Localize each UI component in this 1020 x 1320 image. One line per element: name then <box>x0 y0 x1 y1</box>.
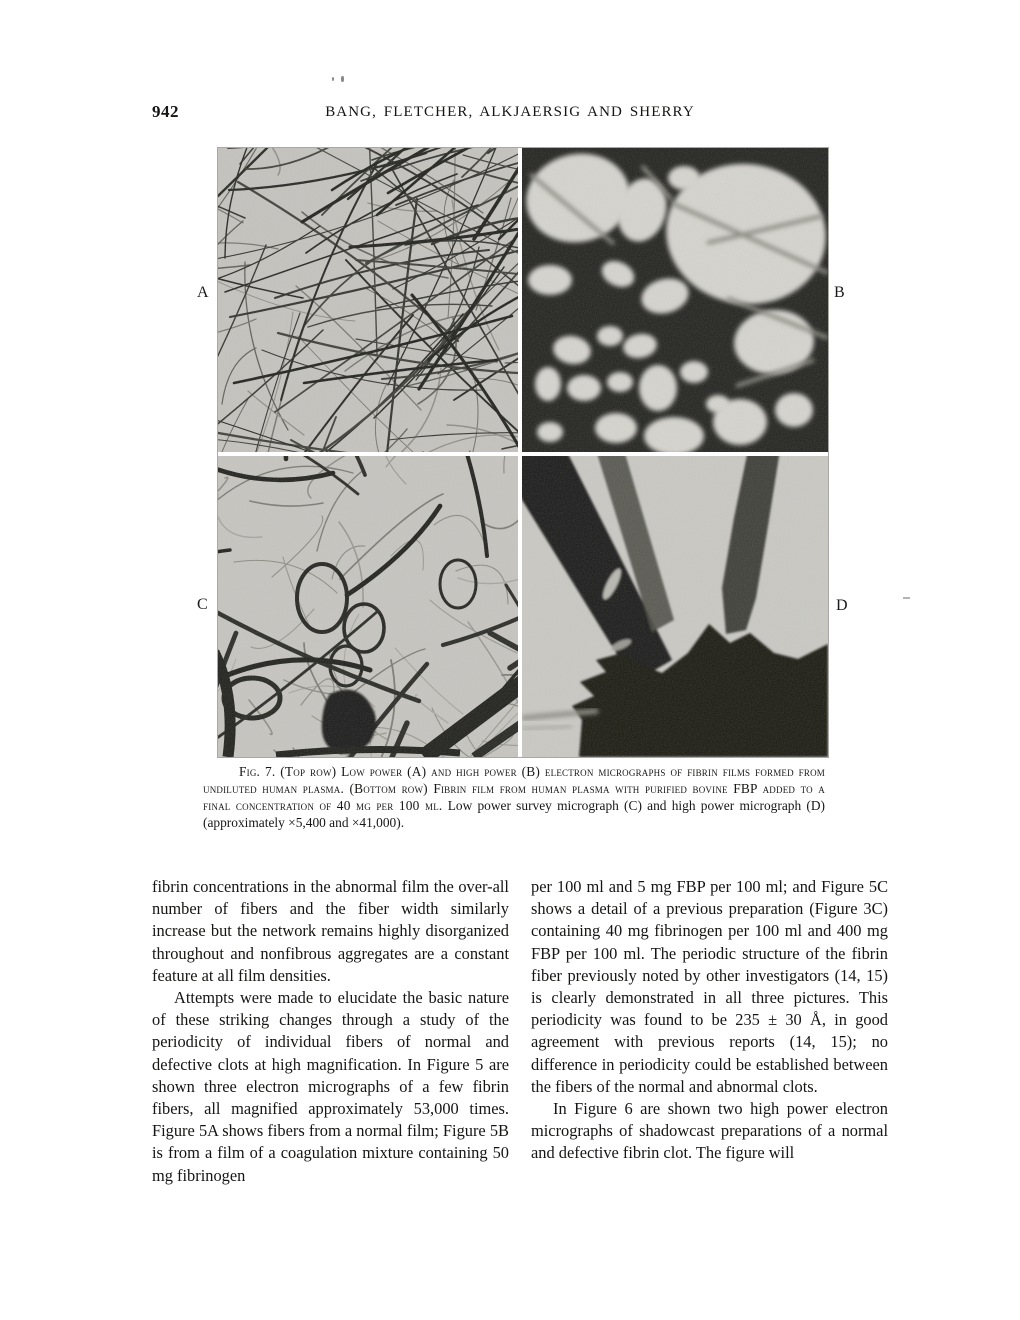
paragraph: per 100 ml and 5 mg FBP per 100 ml; and Figure 5C shows a detail of a previous preparation (Figure 3C) containing 40 mg fibrinogen per 100 ml and 400 mg FBP per 100 ml. The periodic structure of the fibrin fiber previously noted by other investigators (14, 15) is clearly demonstrated in all three pictures. This periodicity was found to be 235 ± 30 Å, in good agreement with previous reports (14, 15); no difference in periodicity could be established between the fibers of the normal and abnormal clots. <box>531 877 888 1096</box>
panel-label-c: C <box>197 596 208 613</box>
paragraph: fibrin concentrations in the abnormal film the over-all number of fibers and the fiber width similarly increase but the network remains highly disorganized throughout and nonfibrous aggregates are a constant feature at all film densities. <box>152 877 509 985</box>
print-speck <box>332 77 334 81</box>
print-speck <box>341 76 344 82</box>
figure-caption <box>203 763 825 831</box>
left-column <box>152 876 509 1187</box>
micrograph-panel-b <box>522 148 828 452</box>
paragraph: Attempts were made to elucidate the basic nature of these striking changes through a study of the periodicity of individual fibers of normal and defective clots at high magnification. In Figure 5 are shown three electron micrographs of a few fibrin fibers, all magnified approximately 53,000 times. Figure 5A shows fibers from a normal film; Figure 5B is from a film of a coagulation mixture containing 50 mg fibrinogen <box>152 988 509 1185</box>
body-text <box>152 876 888 1187</box>
panel-label-a: A <box>197 284 209 301</box>
panel-label-d: D <box>836 597 848 614</box>
figure-7-micrograph-grid <box>218 148 828 757</box>
figure-caption-normal: Low power survey micrograph (C) and high power micrograph (D) (approximately ×5,400 and ×41,000). <box>203 798 825 830</box>
running-head: BANG, FLETCHER, ALKJAERSIG AND SHERRY <box>325 104 695 120</box>
paragraph: In Figure 6 are shown two high power electron micrographs of shadowcast preparations of a normal and defective fibrin clot. The figure will <box>531 1099 888 1163</box>
micrograph-panel-a <box>218 148 518 452</box>
micrograph-panel-c <box>218 456 518 757</box>
print-speck <box>903 597 910 599</box>
right-column <box>531 876 888 1187</box>
figure-caption-smallcaps: Fig. 7. (Top row) Low power (A) and high power (B) electron micrographs of fibrin films formed from undiluted human plasma. (Bottom row) Fibrin film from human plasma with purified bovine FBP added to a final concentration of 40 mg per 100 ml. <box>203 764 825 813</box>
micrograph-panel-d <box>522 456 828 757</box>
panel-label-b: B <box>834 284 845 301</box>
page-number: 942 <box>152 102 179 121</box>
